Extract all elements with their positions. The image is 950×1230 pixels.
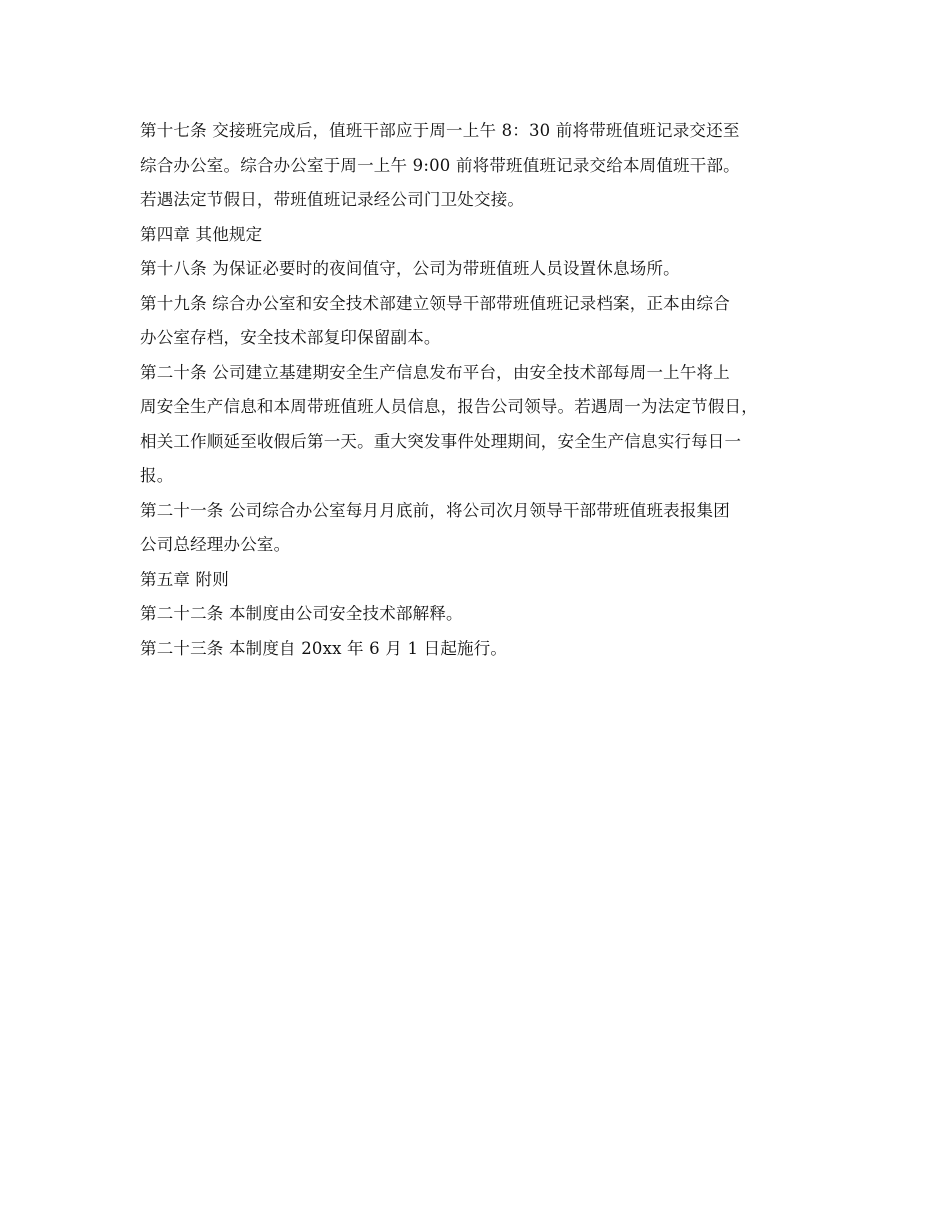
document-body bbox=[140, 114, 820, 666]
text-line: 报。 bbox=[140, 466, 174, 485]
text-line-article-19: 第十九条 综合办公室和安全技术部建立领导干部带班值班记录档案，正本由综合 bbox=[140, 293, 730, 313]
text-line: 周安全生产信息和本周带班值班人员信息，报告公司领导。若遇周一为法定节假日， bbox=[140, 397, 758, 416]
text-line: 综合办公室。综合办公室于周一上午 9:00 前将带班值班记录交给本周值班干部。 bbox=[140, 155, 740, 175]
text-line: 公司总经理办公室。 bbox=[140, 535, 291, 554]
text-line-article-17: 第十七条 交接班完成后，值班干部应于周一上午 8：30 前将带班值班记录交还至 bbox=[140, 121, 740, 140]
text-line-article-18: 第十八条 为保证必要时的夜间值守，公司为带班值班人员设置休息场所。 bbox=[140, 259, 680, 278]
text-line: 办公室存档，安全技术部复印保留副本。 bbox=[140, 328, 441, 347]
text-line-article-22: 第二十二条 本制度由公司安全技术部解释。 bbox=[140, 604, 463, 623]
chapter-heading-4: 第四章 其他规定 bbox=[140, 224, 263, 244]
text-line: 相关工作顺延至收假后第一天。重大突发事件处理期间，安全生产信息实行每日一 bbox=[140, 431, 742, 451]
text-line-article-21: 第二十一条 公司综合办公室每月月底前，将公司次月领导干部带班值班表报集团 bbox=[140, 500, 730, 520]
text-line-article-20: 第二十条 公司建立基建期安全生产信息发布平台，由安全技术部每周一上午将上 bbox=[140, 362, 730, 382]
text-line-article-23: 第二十三条 本制度自 20xx 年 6 月 1 日起施行。 bbox=[140, 638, 508, 658]
text-line: 若遇法定节假日，带班值班记录经公司门卫处交接。 bbox=[140, 190, 525, 209]
chapter-heading-5: 第五章 附则 bbox=[140, 569, 229, 589]
